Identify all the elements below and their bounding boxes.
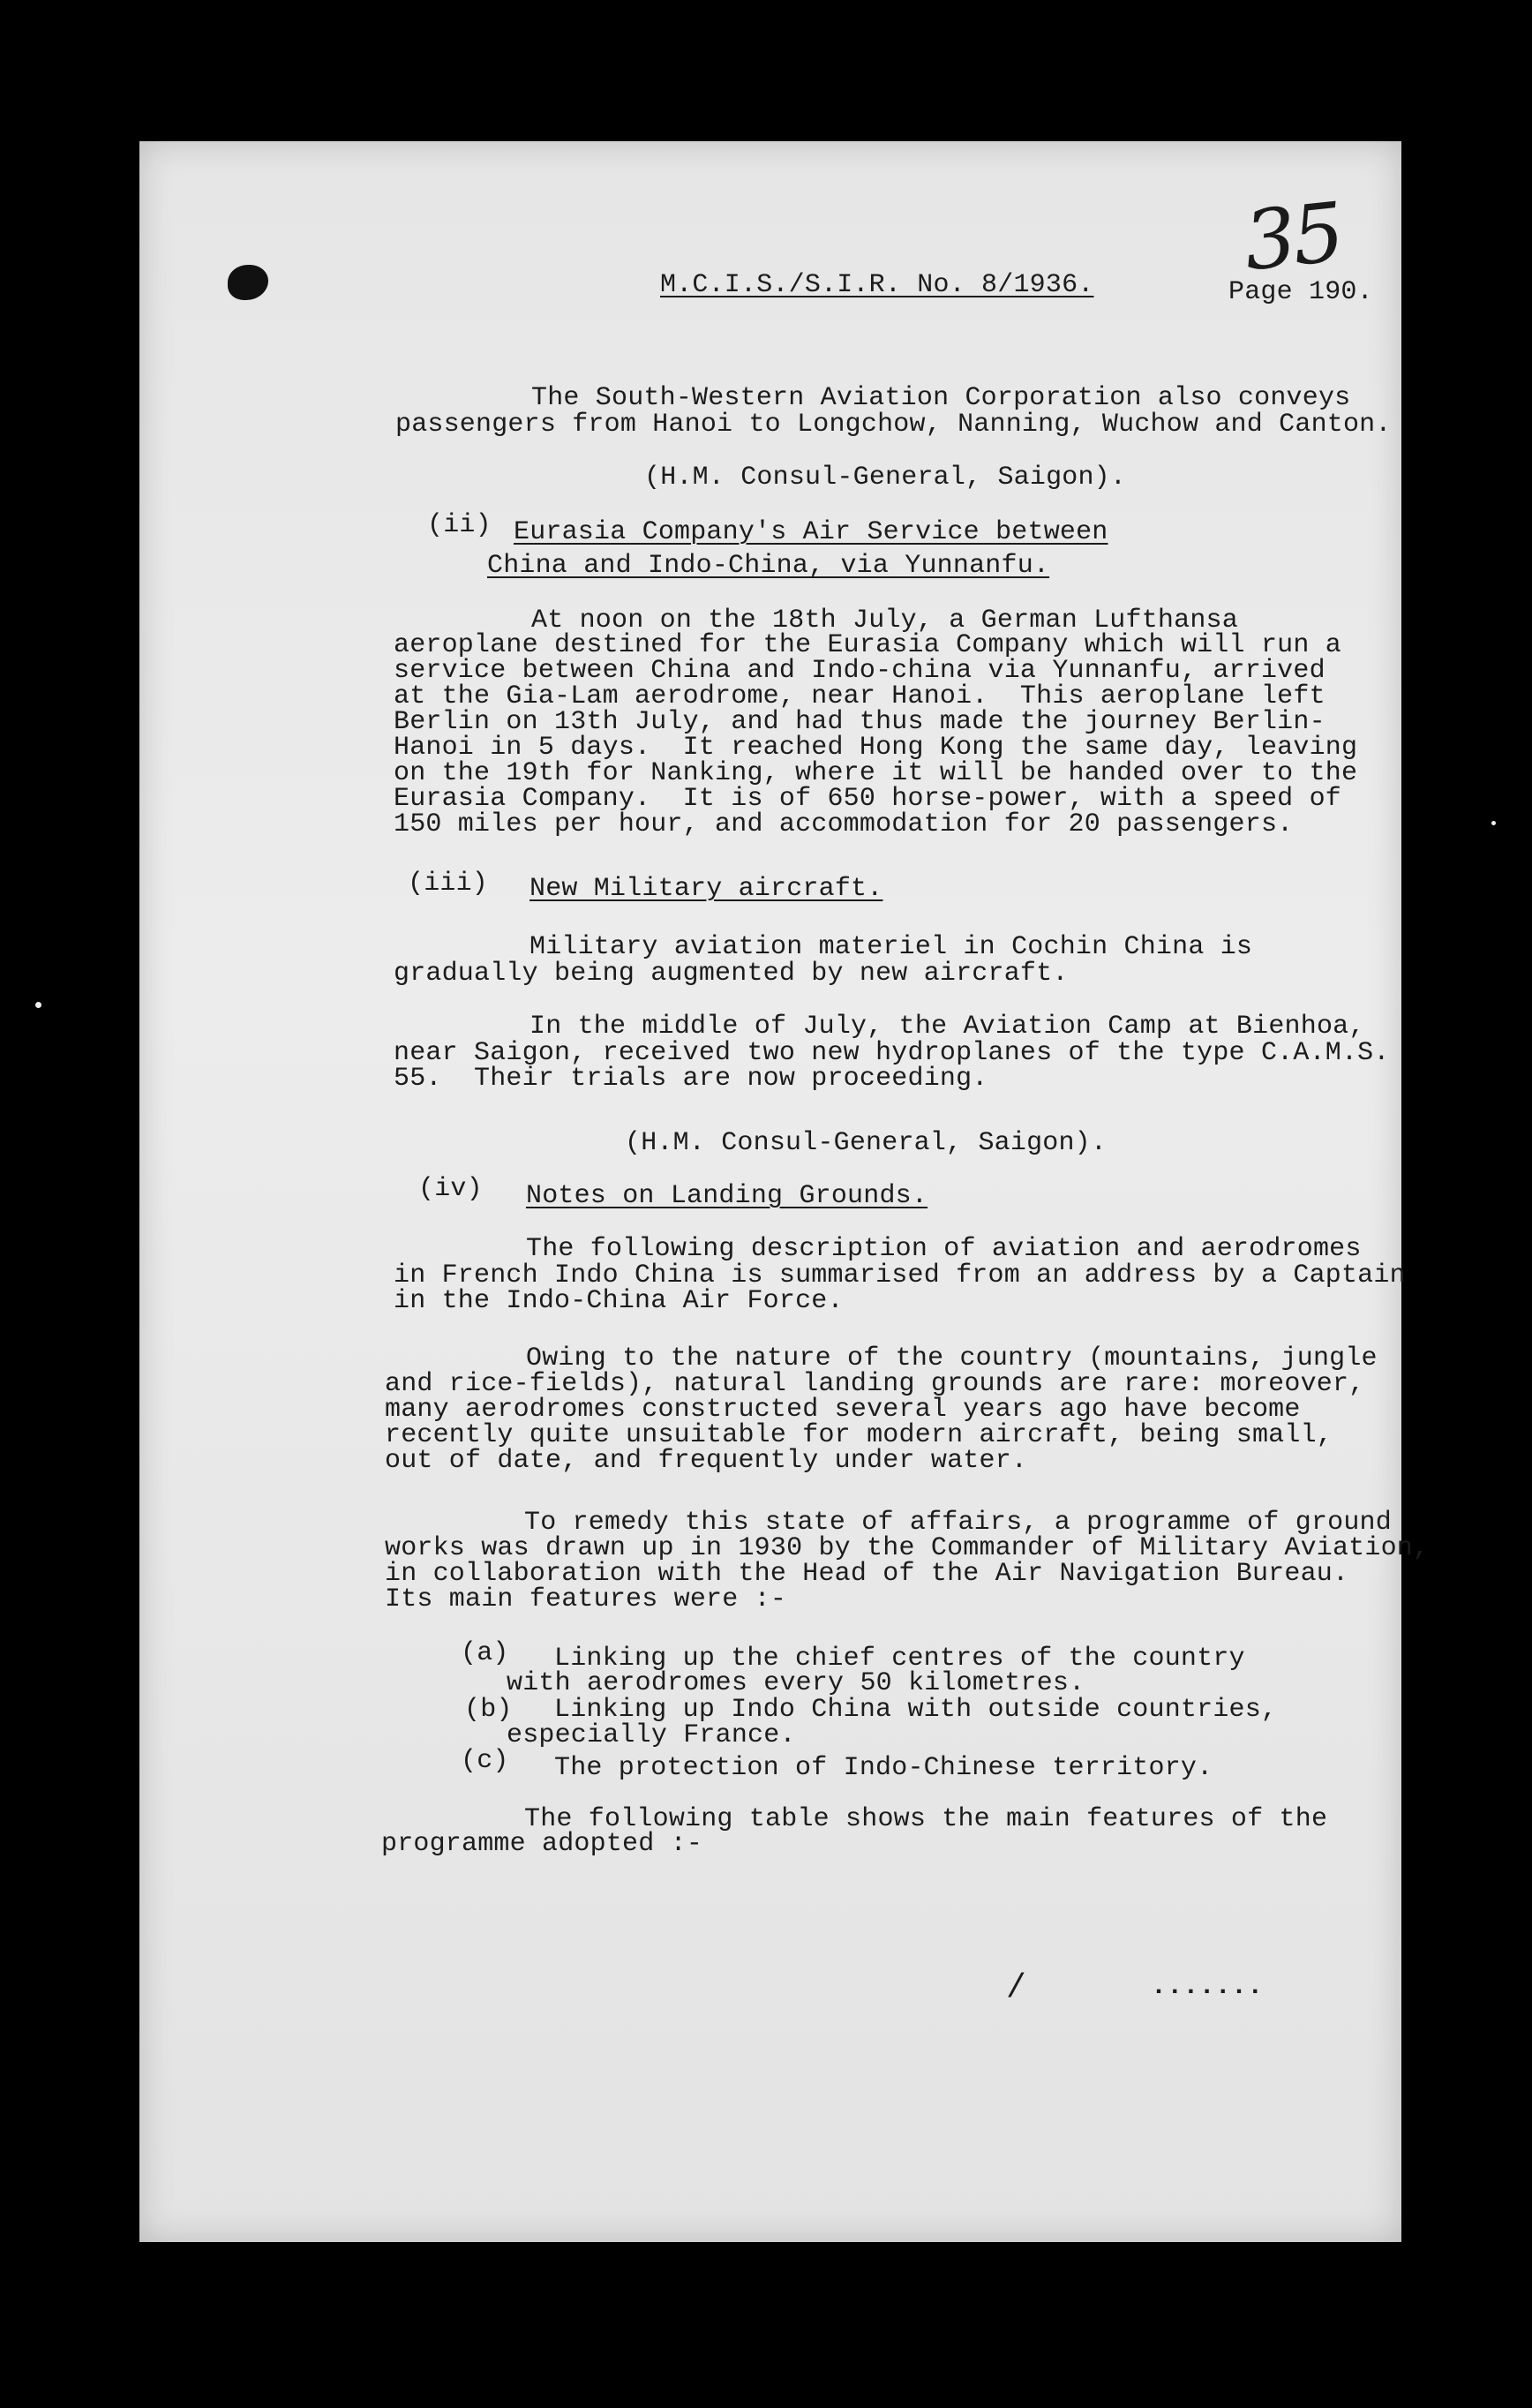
section-heading: Notes on Landing Grounds. xyxy=(526,1181,928,1211)
body-line: gradually being augmented by new aircraft. xyxy=(394,959,1069,989)
section-number: (iii) xyxy=(408,869,489,899)
body-line: To remedy this state of affairs, a programme of ground xyxy=(524,1508,1392,1538)
body-line: At noon on the 18th July, a German Lufthansa xyxy=(531,606,1238,636)
body-line: near Saigon, received two new hydroplanes of the type C.A.M.S. xyxy=(394,1038,1390,1068)
body-line: in the Indo-China Air Force. xyxy=(394,1286,844,1316)
list-item-line: Linking up the chief centres of the country xyxy=(554,1644,1245,1674)
section-heading: New Military aircraft. xyxy=(529,874,883,904)
page-number: Page 190. xyxy=(1228,277,1373,307)
section-heading: China and Indo-China, via Yunnanfu. xyxy=(487,551,1050,581)
slash-mark: / xyxy=(1006,1969,1027,2007)
body-line: 150 miles per hour, and accommodation for 20 passengers. xyxy=(394,809,1294,839)
list-item-line: The protection of Indo-Chinese territory. xyxy=(554,1753,1213,1783)
body-line: In the middle of July, the Aviation Camp at Bienhoa, xyxy=(529,1012,1365,1042)
body-line: Owing to the nature of the country (mountains, jungle xyxy=(526,1343,1378,1373)
body-line: Its main features were :- xyxy=(385,1584,787,1614)
section-number: (ii) xyxy=(427,510,492,540)
body-line: Eurasia Company. It is of 650 horse-power, with a speed of xyxy=(394,784,1341,814)
body-line: service between China and Indo-china via Yunnanfu, arrived xyxy=(394,656,1325,686)
body-line: aeroplane destined for the Eurasia Company which will run a xyxy=(394,630,1341,660)
list-item-line: especially France. xyxy=(507,1720,796,1750)
list-item-label: (c) xyxy=(461,1746,509,1776)
body-line: in collaboration with the Head of the Air Navigation Bureau. xyxy=(385,1559,1349,1589)
body-line: 55. Their trials are now proceeding. xyxy=(394,1064,988,1094)
body-line: on the 19th for Nanking, where it will be handed over to the xyxy=(394,758,1358,788)
handwritten-folio-number: 35 xyxy=(1239,184,1346,290)
body-line: Military aviation materiel in Cochin China is xyxy=(529,932,1253,962)
list-item-label: (b) xyxy=(464,1695,513,1725)
film-speck xyxy=(35,1002,41,1008)
body-line: many aerodromes constructed several years ago have become xyxy=(385,1395,1301,1425)
continuation-dots: ....... xyxy=(1151,1972,1264,2002)
source-attribution: (H.M. Consul-General, Saigon). xyxy=(644,463,1127,493)
section-heading: Eurasia Company's Air Service between xyxy=(514,517,1108,547)
body-line: recently quite unsuitable for modern aircraft, being small, xyxy=(385,1420,1333,1450)
list-item-line: with aerodromes every 50 kilometres. xyxy=(507,1668,1085,1698)
body-line: programme adopted :- xyxy=(381,1829,703,1859)
body-line: in French Indo China is summarised from an address by a Captain xyxy=(394,1260,1406,1291)
list-item-label: (a) xyxy=(461,1638,509,1668)
body-line: and rice-fields), natural landing grounds are rare: moreover, xyxy=(385,1369,1365,1399)
body-line: The following table shows the main features of the xyxy=(524,1804,1328,1834)
body-line: Berlin on 13th July, and had thus made the journey Berlin- xyxy=(394,707,1325,737)
body-line: at the Gia-Lam aerodrome, near Hanoi. This aeroplane left xyxy=(394,681,1325,711)
body-line: passengers from Hanoi to Longchow, Nanning, Wuchow and Canton. xyxy=(395,410,1392,440)
list-item-line: Linking up Indo China with outside countries, xyxy=(554,1695,1278,1725)
body-line: out of date, and frequently under water. xyxy=(385,1446,1028,1476)
body-line: Hanoi in 5 days. It reached Hong Kong the same day, leaving xyxy=(394,733,1358,763)
section-number: (iv) xyxy=(418,1174,483,1204)
source-attribution: (H.M. Consul-General, Saigon). xyxy=(625,1128,1108,1158)
body-line: works was drawn up in 1930 by the Commander of Military Aviation, xyxy=(385,1533,1430,1563)
body-line: The South-Western Aviation Corporation also conveys xyxy=(531,383,1351,413)
body-line: The following description of aviation and aerodromes xyxy=(526,1234,1362,1264)
report-reference: M.C.I.S./S.I.R. No. 8/1936. xyxy=(660,270,1094,300)
film-speck xyxy=(1491,821,1496,825)
